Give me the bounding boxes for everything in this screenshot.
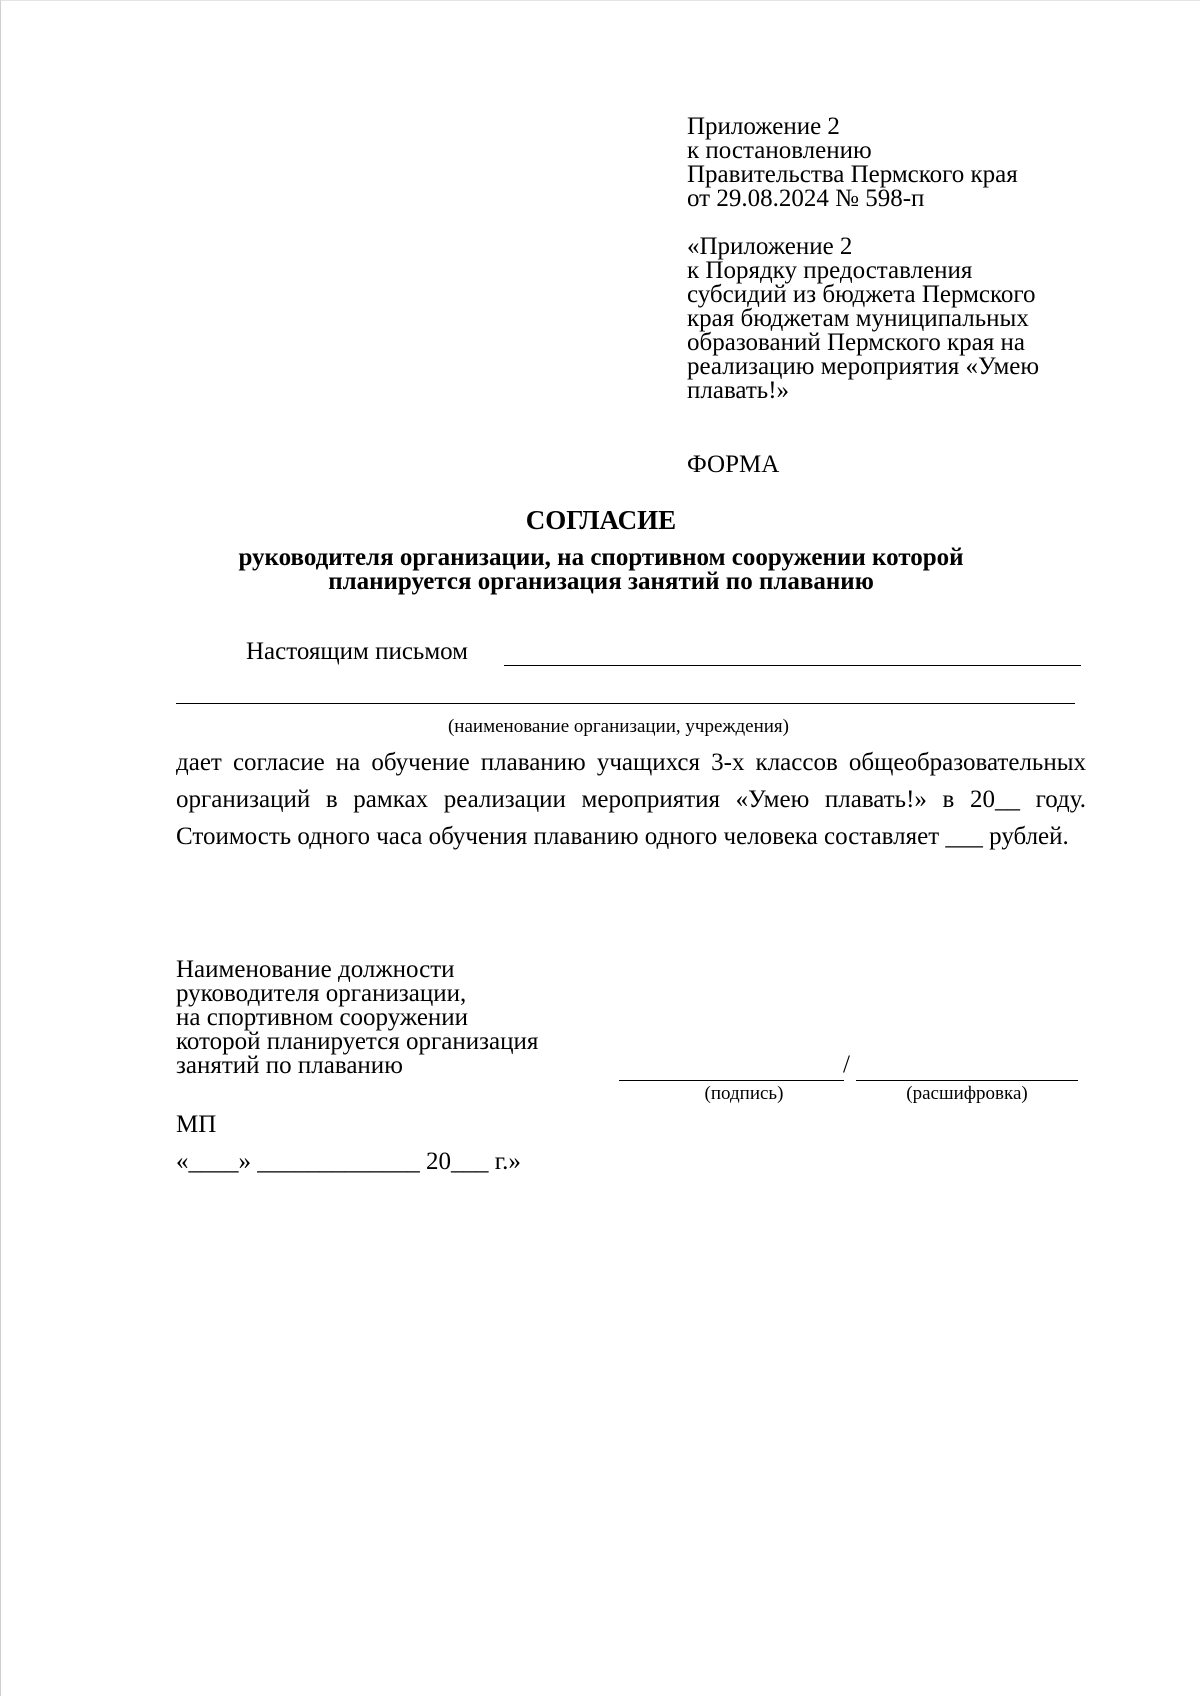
annex-line: «Приложение 2 <box>687 233 853 260</box>
annex-line: к Порядку предоставления <box>687 257 973 284</box>
signature-decoding-field[interactable] <box>856 1080 1078 1081</box>
organization-caption: (наименование организации, учреждения) <box>447 716 790 737</box>
form-label: ФОРМА <box>687 451 780 478</box>
annex-line: образований Пермского края на <box>687 329 1025 356</box>
date-field[interactable]: «____» _____________ 20___ г.» <box>176 1148 521 1175</box>
position-line: Наименование должности <box>176 956 455 983</box>
subtitle-line: руководителя организации, на спортивном сооружении которой <box>238 544 964 571</box>
annex-line: субсидий из бюджета Пермского <box>687 281 1036 308</box>
annex-line: Приложение 2 <box>687 113 840 140</box>
signature-separator: / <box>843 1051 850 1078</box>
document-title: СОГЛАСИЕ <box>525 505 677 535</box>
consent-body-text: дает согласие на обучение плаванию учащихся 3-х классов общеобразовательных организаций в рамках реализации мероприятия «Умею плавать!» в 20__ году. Стоимость одного часа обучения плаванию одного человека составляет ___ рублей. <box>176 749 1086 850</box>
position-line: которой планируется организация <box>176 1028 539 1055</box>
annex-line: к постановлению <box>687 137 872 164</box>
subtitle-line: планируется организация занятий по плаванию <box>328 568 874 595</box>
position-title-block <box>176 958 538 1078</box>
organization-name-field-continued[interactable] <box>176 703 1075 704</box>
procedure-annex-block <box>687 235 1107 403</box>
annex-line: от 29.08.2024 № 598-п <box>687 185 925 212</box>
annex-reference-block <box>687 115 1107 211</box>
intro-text: Настоящим письмом <box>246 638 468 665</box>
decoding-caption: (расшифровка) <box>906 1083 1028 1104</box>
organization-name-field[interactable] <box>504 665 1081 666</box>
document-subtitle <box>1 546 1200 594</box>
annex-line: реализацию мероприятия «Умею <box>687 353 1040 380</box>
signature-field[interactable] <box>619 1080 844 1081</box>
annex-line: Правительства Пермского края <box>687 161 1018 188</box>
annex-line: края бюджетам муниципальных <box>687 305 1029 332</box>
position-line: занятий по плаванию <box>176 1052 403 1079</box>
signature-caption: (подпись) <box>704 1083 784 1104</box>
stamp-label: МП <box>176 1111 217 1138</box>
annex-line: плавать!» <box>687 377 790 404</box>
position-line: на спортивном сооружении <box>176 1004 469 1031</box>
position-line: руководителя организации, <box>176 980 467 1007</box>
